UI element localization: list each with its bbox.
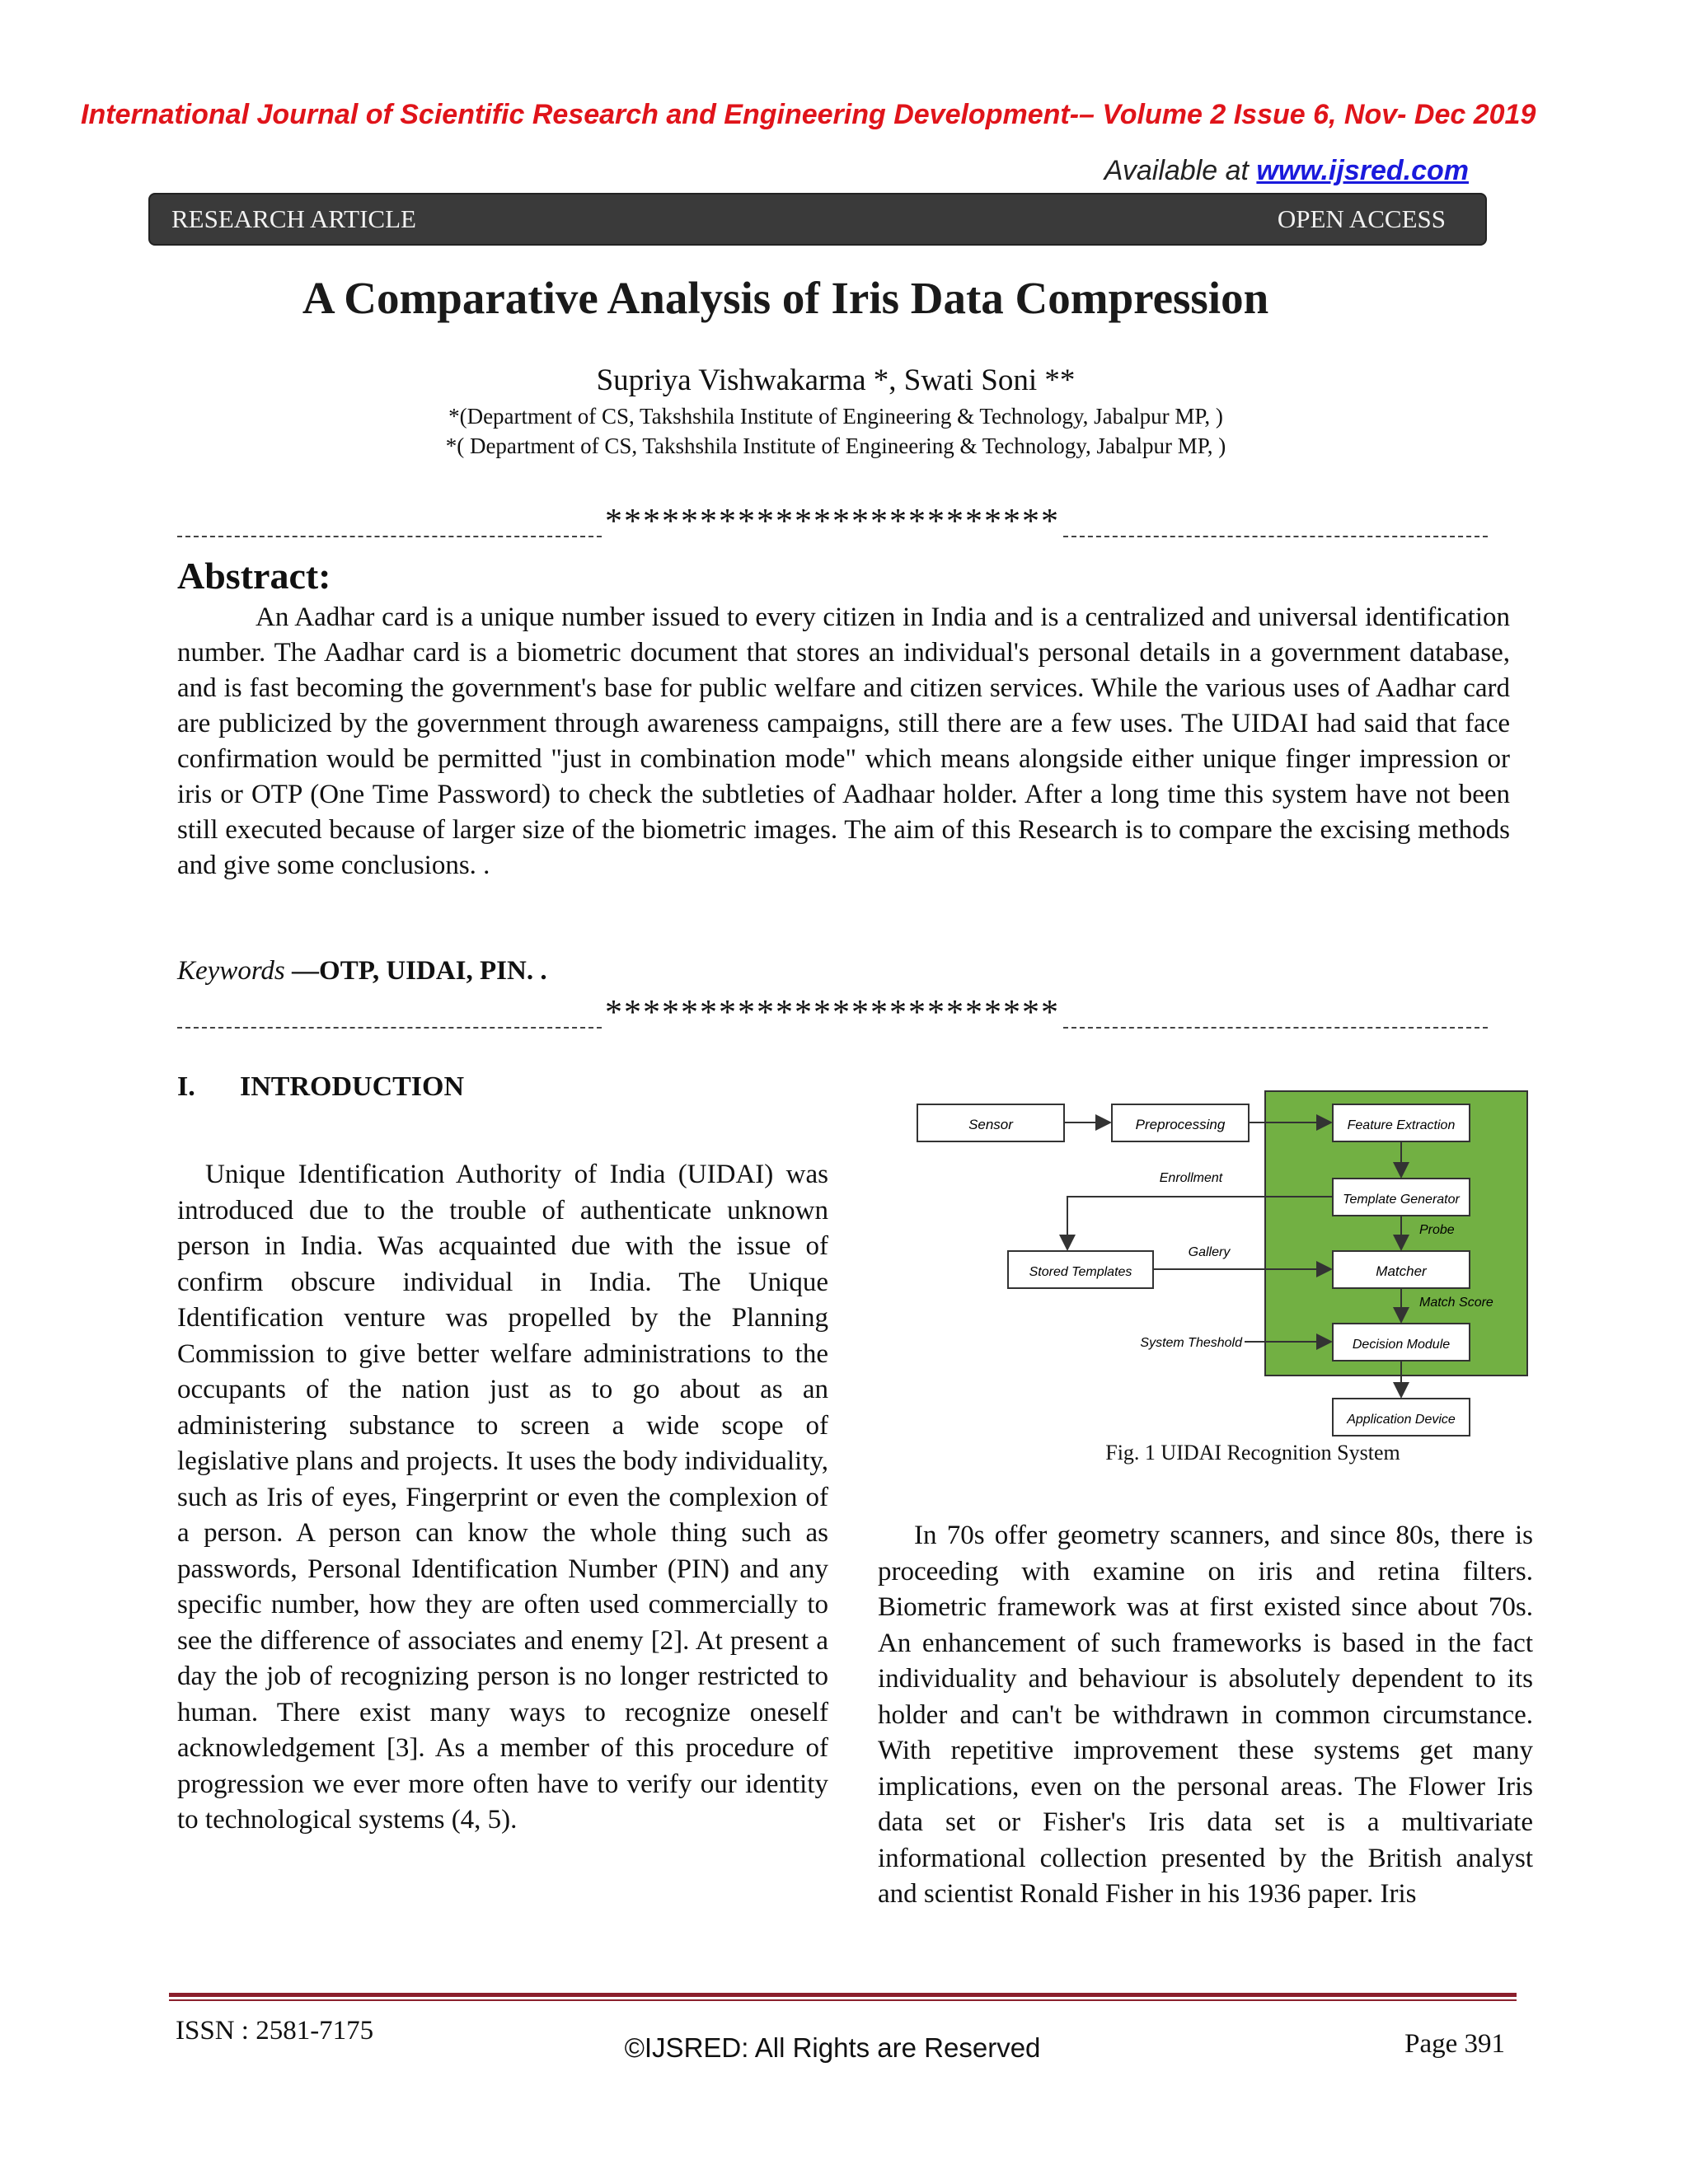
issn: ISSN : 2581-7175 bbox=[176, 2016, 374, 2046]
separator-bottom bbox=[177, 996, 1488, 1030]
feature-extraction-label: Feature Extraction bbox=[1347, 1118, 1456, 1132]
keywords-label: Keywords bbox=[177, 956, 285, 986]
application-device-label: Application Device bbox=[1347, 1413, 1456, 1427]
intro-left-column: Unique Identification Authority of India (UIDAI) was introduced due to the trouble of authenticate unknown person in India. Was acquainted due with the issue of confirm obscure individual in India. The Unique Identification venture was propelled by the Planning Commission to give better welfare administrations to the occupants of the nation just as to go about as an administering substance to screen a wide scope of legislative plans and projects. It uses the body individuality, such as Iris of eyes, Fingerprint or even the complexion of a person. A person can know the whole thing such as passwords, Personal Identification Number (PIN) and any specific number, how they are often used commercially to see the difference of associates and enemy [2]. At present a day the job of recognizing person is no longer restricted to human. There exist many ways to recognize oneself acknowledgement [3]. As a member of this procedure of progression we ever more often have to verify our identity to technological systems (4, 5). bbox=[177, 1160, 828, 1835]
template-generator-label: Template Generator bbox=[1343, 1193, 1460, 1207]
preprocessing-box bbox=[1112, 1104, 1249, 1141]
decision-module-box bbox=[1333, 1324, 1470, 1361]
keywords-value: —OTP, UIDAI, PIN. . bbox=[292, 956, 547, 986]
matcher-label: Matcher bbox=[1376, 1263, 1427, 1279]
decision-module-label: Decision Module bbox=[1352, 1338, 1451, 1352]
enrollment-label: Enrollment bbox=[1159, 1171, 1223, 1185]
section-number: I. bbox=[177, 1071, 195, 1102]
feature-extraction-box bbox=[1333, 1104, 1470, 1141]
matcher-box bbox=[1333, 1251, 1470, 1288]
application-device-box bbox=[1333, 1399, 1470, 1436]
sensor-box bbox=[917, 1104, 1064, 1141]
separator-stars: ************************ bbox=[605, 996, 1060, 1030]
template-generator-box bbox=[1333, 1179, 1470, 1216]
stored-templates-label: Stored Templates bbox=[1029, 1265, 1132, 1279]
access-type: OPEN ACCESS bbox=[1277, 204, 1446, 233]
separator-dash-right bbox=[1063, 1017, 1488, 1029]
separator-stars: ************************ bbox=[605, 504, 1060, 539]
available-prefix: Available at bbox=[1104, 155, 1257, 186]
footer-rule-thin bbox=[169, 1999, 1517, 2001]
section-title: INTRODUCTION bbox=[240, 1071, 465, 1102]
sensor-label: Sensor bbox=[968, 1117, 1013, 1132]
intro-right-column: In 70s offer geometry scanners, and since 80s, there is proceeding with examine on iris and retina filters. Biometric framework was at first existed since about 70s. An enhancement of such frameworks is based in the fact individuality and behaviour is absolutely dependent to its holder and can't be withdrawn in common circumstance. With repetitive improvement these systems get many implications, even on the personal areas. The Flower Iris data set or Fisher's Iris data set is a multivariate informational collection presented by the British analyst and scientist Ronald Fisher in his 1936 paper. Iris bbox=[878, 1521, 1533, 1909]
figure-caption: Fig. 1 UIDAI Recognition System bbox=[1105, 1441, 1400, 1465]
abstract-text: An Aadhar card is a unique number issued to every citizen in India and is a centralized and universal identification number. The Aadhar card is a biometric document that stores an individual's personal details in a government database, and is fast becoming the government's base for public welfare and citizen services. While the various uses of Aadhar card are publicized by the government through awareness campaigns, still there are a few uses. The UIDAI had said that face confirmation would be permitted "just in combination mode" which means alongside either unique finger impression or iris or OTP (One Time Password) to check the subtleties of Aadhaar holder. After a long time this system have not been still executed because of larger size of the biometric images. The aim of this Research is to compare the excising methods and give some conclusions. . bbox=[177, 602, 1510, 880]
probe-label: Probe bbox=[1419, 1223, 1455, 1237]
separator-top bbox=[177, 504, 1488, 539]
separator-dash-right bbox=[1063, 526, 1488, 537]
page-number: Page 391 bbox=[1404, 2029, 1505, 2059]
paper-title: A Comparative Analysis of Iris Data Compression bbox=[302, 273, 1269, 323]
section-heading bbox=[177, 1071, 464, 1103]
journal-title: International Journal of Scientific Research and Engineering Development-– Volume 2 Issue 6, Nov- Dec 2019 bbox=[81, 99, 1536, 130]
preprocessing-label: Preprocessing bbox=[1135, 1117, 1226, 1132]
keywords bbox=[177, 956, 547, 987]
uidai-recognition-diagram bbox=[911, 1080, 1537, 1442]
separator-dash-left bbox=[177, 526, 602, 537]
stored-templates-box bbox=[1008, 1251, 1153, 1288]
affiliation-1: *(Department of CS, Takshshila Institute of Engineering & Technology, Jabalpur MP, ) bbox=[448, 404, 1223, 429]
match-score-label: Match Score bbox=[1419, 1296, 1493, 1310]
footer-rule bbox=[169, 1993, 1517, 1997]
article-type-bar bbox=[148, 193, 1487, 246]
separator-dash-left bbox=[177, 1017, 602, 1029]
gallery-label: Gallery bbox=[1188, 1245, 1231, 1259]
authors: Supriya Vishwakarma *, Swati Soni ** bbox=[596, 363, 1076, 397]
availability-line bbox=[1104, 155, 1469, 187]
article-type: RESEARCH ARTICLE bbox=[171, 204, 416, 233]
abstract-heading: Abstract: bbox=[177, 555, 331, 597]
copyright: ©IJSRED: All Rights are Reserved bbox=[624, 2032, 1041, 2063]
journal-link[interactable]: www.ijsred.com bbox=[1256, 155, 1469, 186]
system-threshold-label: System Theshold bbox=[1140, 1336, 1242, 1350]
affiliation-2: *( Department of CS, Takshshila Institute of Engineering & Technology, Jabalpur MP, ) bbox=[445, 434, 1226, 458]
